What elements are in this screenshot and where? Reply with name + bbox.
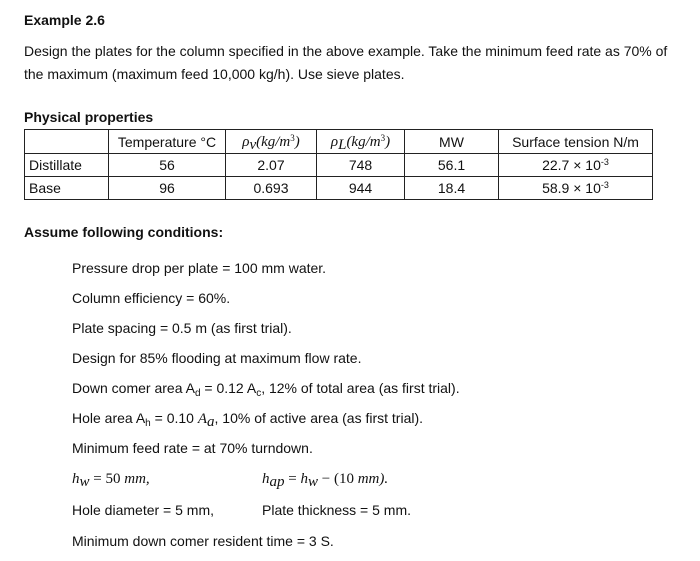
cell-liquid-density: 944 <box>317 177 405 200</box>
row-label: Base <box>25 177 109 200</box>
intro-line-1: Design the plates for the column specified in the above example. Take the minimum feed rate as 70% of <box>24 43 668 59</box>
condition-weir-height: $h_w = 50$ mm, <box>72 471 150 490</box>
condition-plate-spacing: Plate spacing = 0.5 m (as first trial). <box>72 320 292 336</box>
condition-apron-clearance: $h_{ap} = h_w - (10$ mm). <box>262 471 389 490</box>
condition-residence-time: Minimum down comer resident time = 3 S. <box>72 533 334 549</box>
header-vapour-density: $\rho_v(kg/m^3)$ <box>226 130 317 154</box>
condition-downcomer-area: Down comer area $A_d = 0.12$ $A_c$, 12% of total area (as first trial). <box>72 380 460 399</box>
condition-plate-thickness: Plate thickness = 5 mm. <box>262 502 412 518</box>
header-surface-tension: Surface tension N/m <box>499 130 653 154</box>
conditions-heading: Assume following conditions: <box>24 224 224 240</box>
header-liquid-density: $\rho_L(kg/m^3)$ <box>317 130 405 154</box>
condition-hole-diameter: Hole diameter = 5 mm, <box>72 502 214 518</box>
row-label: Distillate <box>25 154 109 177</box>
condition-pressure-drop: Pressure drop per plate = 100 mm water. <box>72 260 327 276</box>
cell-vapour-density: 2.07 <box>226 154 317 177</box>
condition-min-feed: Minimum feed rate = at 70% turndown. <box>72 440 313 456</box>
cell-temperature: 96 <box>109 177 226 200</box>
cell-surface-tension: $22.7 \times 10^{-3}$ <box>499 154 653 177</box>
cell-temperature: 56 <box>109 154 226 177</box>
condition-efficiency: Column efficiency = 60%. <box>72 290 231 306</box>
table-header-row <box>25 130 653 154</box>
physical-properties-table <box>24 129 653 200</box>
header-mw: MW <box>405 130 499 154</box>
cell-liquid-density: 748 <box>317 154 405 177</box>
table-row-base <box>25 177 653 200</box>
cell-mw: 18.4 <box>405 177 499 200</box>
example-title: Example 2.6 <box>24 12 105 28</box>
cell-vapour-density: 0.693 <box>226 177 317 200</box>
properties-heading: Physical properties <box>24 109 154 125</box>
cell-mw: 56.1 <box>405 154 499 177</box>
header-temperature: Temperature °C <box>109 130 226 154</box>
cell-surface-tension: $58.9 \times 10^{-3}$ <box>499 177 653 200</box>
condition-flooding: Design for 85% flooding at maximum flow rate. <box>72 350 362 366</box>
table-row-distillate <box>25 154 653 177</box>
intro-line-2: the maximum (maximum feed 10,000 kg/h). Use sieve plates. <box>24 66 405 82</box>
header-blank <box>25 130 109 154</box>
condition-hole-area: Hole area $A_h = 0.10$ $A_a$, 10% of active area (as first trial). <box>72 410 424 430</box>
